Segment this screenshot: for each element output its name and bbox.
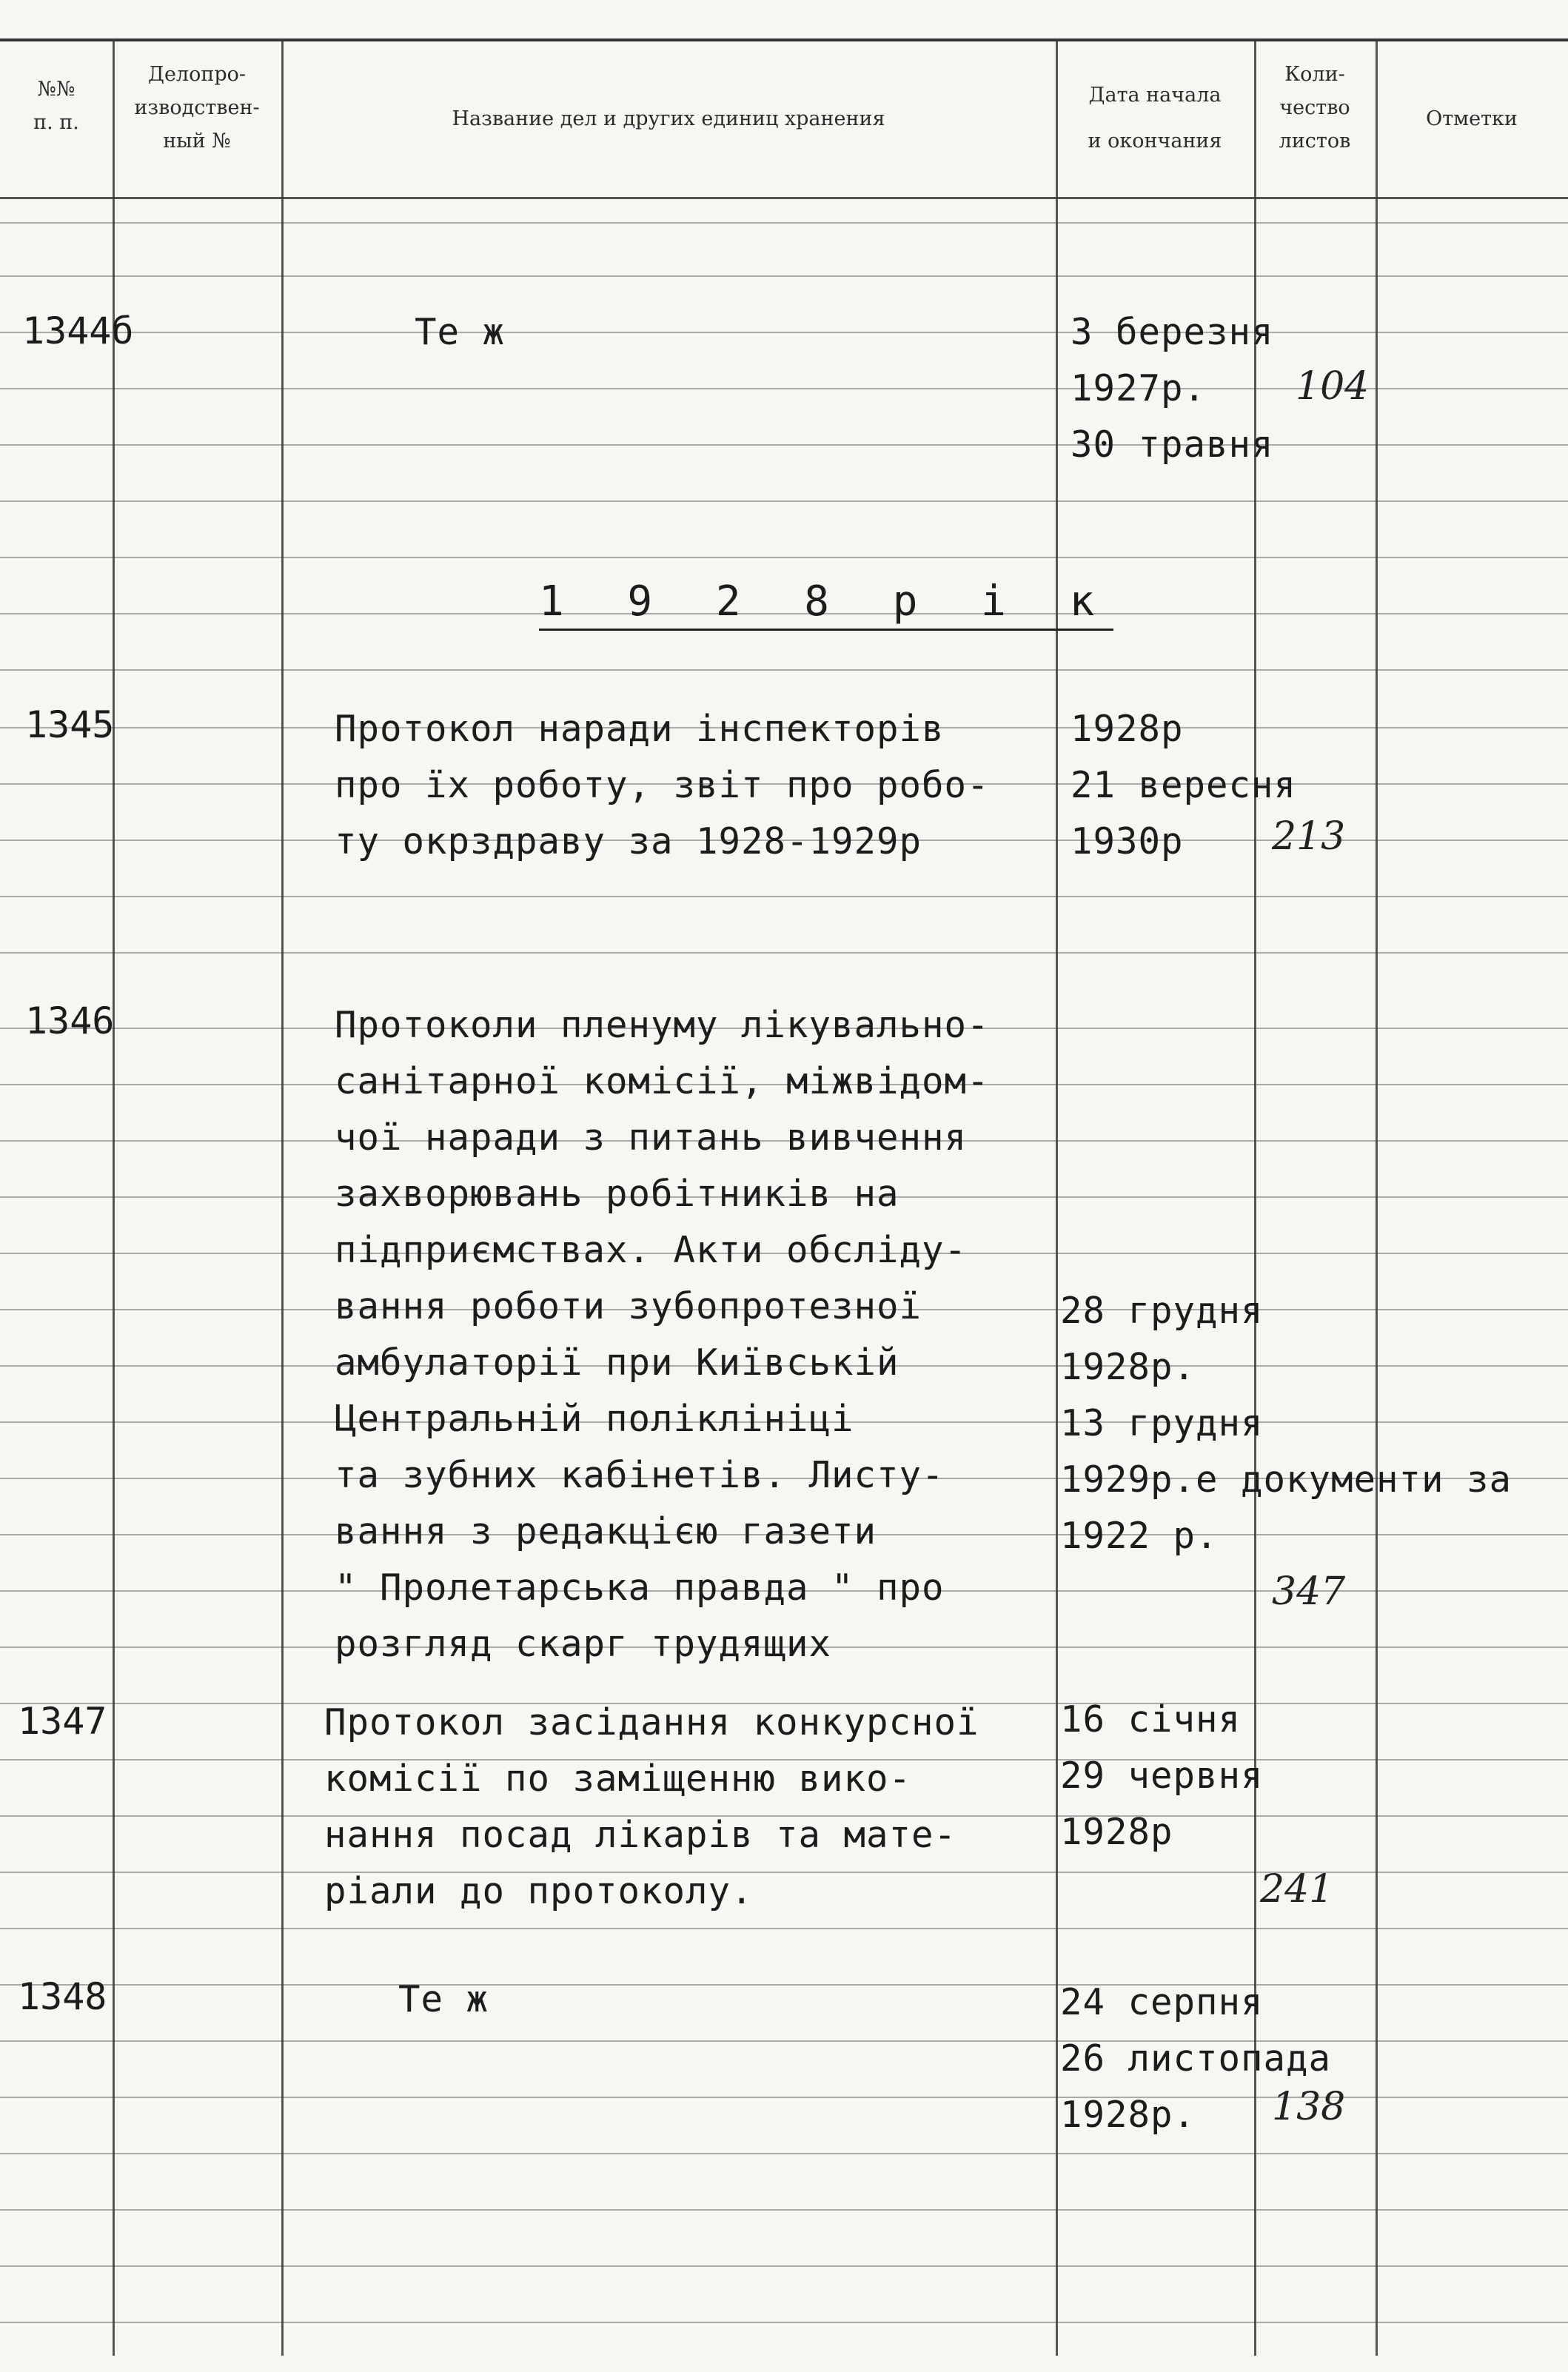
record-date-line: 1928р.	[1060, 2094, 1196, 2136]
record-title-line: вання з редакцією газети	[335, 1510, 877, 1552]
ruled-line	[0, 2209, 1568, 2211]
ruled-line	[0, 222, 1568, 224]
record-title-line: Те ж	[398, 1978, 489, 2020]
record-number: 1348	[18, 1975, 107, 2018]
ruled-line	[0, 1928, 1568, 1929]
ruled-line	[0, 2265, 1568, 2267]
ruled-line	[0, 669, 1568, 671]
record-title-line: нання посад лікарів та мате-	[324, 1814, 957, 1856]
record-title-line: ту окрздраву за 1928-1929р	[335, 820, 922, 862]
record-date-line: 28 грудня	[1060, 1290, 1264, 1332]
record-title-line: розгляд скарг трудящих	[335, 1623, 832, 1665]
record-title-line: захворювань робітників на	[335, 1173, 899, 1215]
sheet-count-handwritten: 241	[1260, 1867, 1334, 1912]
header-sheets-line: чество	[1279, 96, 1350, 119]
ruled-line	[0, 952, 1568, 954]
header-office-line: Делопро-	[148, 63, 246, 86]
record-title-line: Протокол наради інспекторів	[335, 708, 945, 750]
record-date-line: 1927р.	[1071, 367, 1207, 409]
ruled-line	[0, 1984, 1568, 1986]
record-date-line: 1928р.	[1060, 1346, 1196, 1388]
column-divider	[1376, 38, 1378, 2356]
ruled-line	[0, 332, 1568, 333]
record-date-line: 26 листопада	[1060, 2037, 1332, 2080]
header-dates-column	[1056, 73, 1254, 164]
header-notes-column: Отметки	[1426, 107, 1518, 130]
record-title-line: ріали до протоколу.	[324, 1870, 754, 1912]
ruled-line	[0, 896, 1568, 897]
header-dates-line: и окончания	[1088, 130, 1222, 153]
record-date-line: 13 грудня	[1060, 1402, 1264, 1444]
record-title-line: комісії по заміщенню вико-	[324, 1758, 912, 1800]
header-number-column	[0, 73, 113, 139]
column-divider	[281, 38, 284, 2356]
record-number: 1346	[25, 999, 115, 1042]
record-title-line: санітарної комісії, міжвідом-	[335, 1060, 990, 1102]
ruled-line	[0, 557, 1568, 558]
record-title-line: про їх роботу, звіт про робо-	[335, 764, 990, 806]
record-date-line: 1930р	[1071, 820, 1184, 862]
record-date-line: 1929р.е документи за	[1060, 1458, 1512, 1501]
record-date-line: 29 червня	[1060, 1755, 1264, 1797]
header-bottom-rule	[0, 197, 1568, 199]
record-title-line: підприємствах. Акти обсліду-	[335, 1229, 968, 1271]
sheet-count-handwritten: 347	[1272, 1569, 1346, 1614]
top-rule	[0, 38, 1568, 41]
header-number-line: п. п.	[33, 111, 79, 134]
record-title-line: вання роботи зубопротезної	[335, 1285, 922, 1327]
ruled-line	[0, 275, 1568, 277]
record-title-line: Те ж	[415, 311, 506, 353]
record-number: 1345	[25, 703, 115, 746]
record-date-line: 1928р	[1071, 708, 1184, 750]
sheet-count-handwritten: 104	[1296, 364, 1370, 409]
record-number: 1347	[18, 1700, 107, 1743]
record-date-line: 30 травня	[1071, 423, 1274, 466]
header-number-line: №№	[37, 78, 76, 101]
ruled-line	[0, 2322, 1568, 2323]
record-title-line: амбулаторії при Київській	[335, 1341, 899, 1384]
ruled-line	[0, 500, 1568, 502]
record-title-line: чої наради з питань вивчення	[335, 1116, 968, 1159]
ruled-line	[0, 2040, 1568, 2042]
header-sheets-line: Коли-	[1284, 63, 1345, 86]
sheet-count-handwritten: 138	[1272, 2085, 1346, 2129]
record-title-line: Протоколи пленуму лікувально-	[335, 1004, 990, 1046]
column-divider	[1056, 38, 1058, 2356]
sheet-count-handwritten: 213	[1272, 814, 1346, 859]
header-office-line: ный №	[163, 130, 231, 153]
record-date-line: 1922 р.	[1060, 1515, 1219, 1557]
ruled-line	[0, 444, 1568, 446]
header-title-column: Название дел и других единиц хранения	[452, 107, 885, 130]
record-date-line: 16 січня	[1060, 1698, 1242, 1741]
year-section-heading: 1 9 2 8 р і к	[539, 577, 1113, 631]
header-sheets-column	[1254, 58, 1376, 158]
header-office-number-column	[113, 58, 281, 158]
header-dates-line: Дата начала	[1088, 84, 1222, 107]
ruled-line	[0, 2153, 1568, 2154]
column-divider	[113, 38, 115, 2356]
record-title-line: Протокол засідання конкурсної	[324, 1701, 979, 1743]
record-title-line: та зубних кабінетів. Листу-	[335, 1454, 945, 1496]
record-title-line: " Пролетарська правда " про	[335, 1567, 945, 1609]
header-office-line: изводствен-	[134, 96, 260, 119]
record-date-line: 1928р	[1060, 1811, 1173, 1853]
record-date-line: 24 серпня	[1060, 1981, 1264, 2023]
record-date-line: З березня	[1071, 311, 1274, 353]
record-title-line: Центральній поліклініці	[335, 1398, 854, 1440]
header-sheets-line: листов	[1279, 130, 1351, 153]
record-number: 1344б	[22, 309, 134, 352]
record-date-line: 21 вересня	[1071, 764, 1297, 806]
